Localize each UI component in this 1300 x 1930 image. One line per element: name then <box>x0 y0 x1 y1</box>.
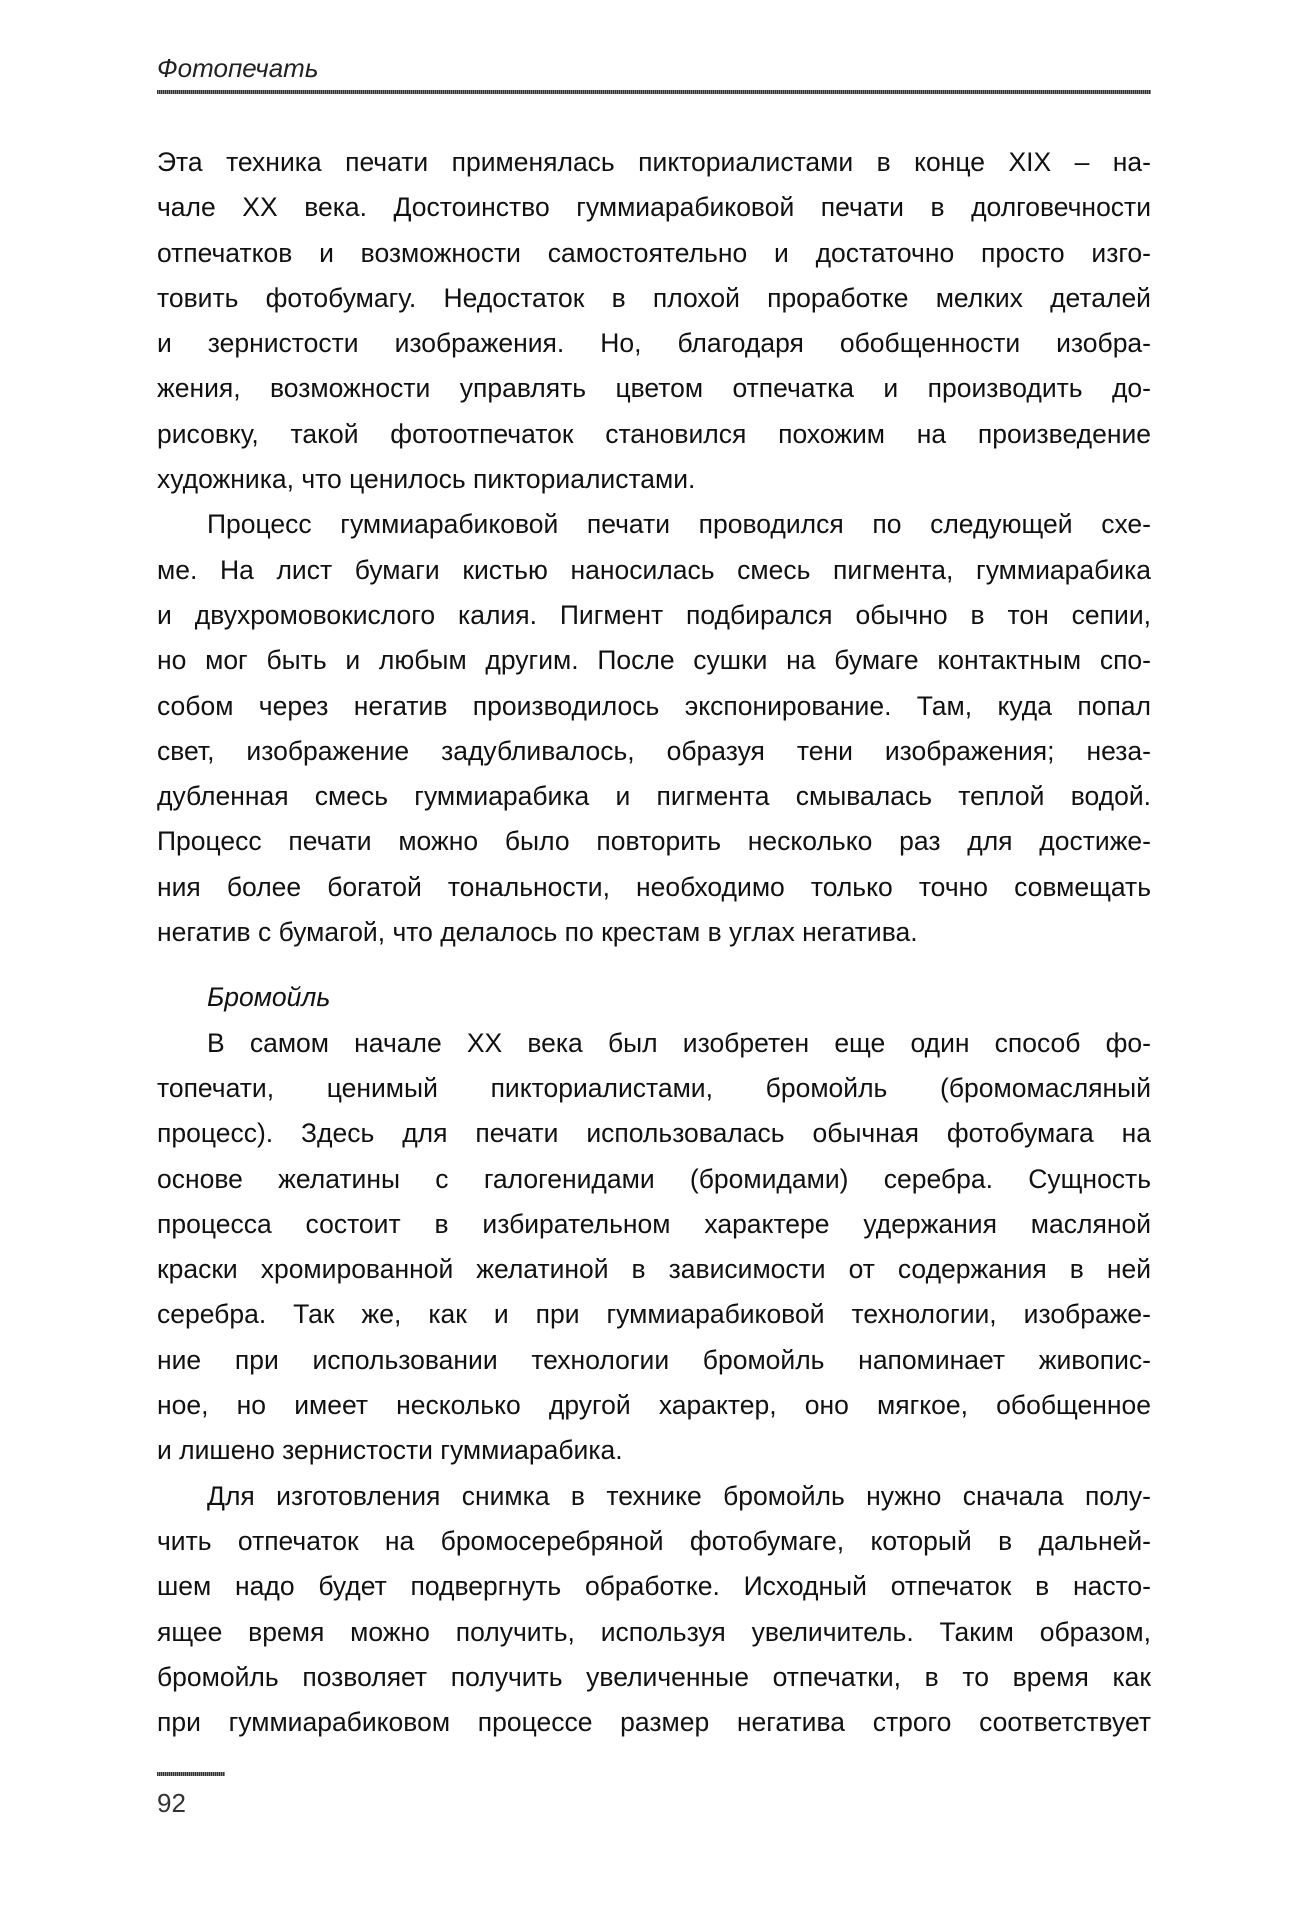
text-line: Эта техника печати применялась пикториалистами в конце XIX – на- <box>157 147 1151 177</box>
text-line: при гуммиарабиковом процессе размер негатива строго соответствует <box>157 1707 1151 1738</box>
running-head: Фотопечать <box>157 53 319 83</box>
paragraph-2 <box>157 502 1151 955</box>
text-line: Процесс печати можно было повторить несколько раз для достиже- <box>157 826 1151 857</box>
text-line: В самом начале XX века был изобретен еще один способ фо- <box>207 1027 1151 1058</box>
text-line: чале XX века. Достоинство гуммиарабиковой печати в долговечности <box>157 192 1151 223</box>
page-number: 92 <box>157 1788 186 1818</box>
text-line: топечати, ценимый пикториалистами, бромойль (бромомасляный <box>157 1072 1151 1103</box>
text-line: ния более богатой тональности, необходимо только точно совмещать <box>157 871 1151 902</box>
text-line: и двухромовокислого калия. Пигмент подбирался обычно в тон сепии, <box>157 599 1151 630</box>
header-rule <box>157 90 1151 94</box>
text-line: шем надо будет подвергнуть обработке. Исходный отпечаток в насто- <box>157 1571 1151 1602</box>
text-line: ние при использовании технологии бромойль напоминает живопис- <box>157 1344 1151 1375</box>
text-line: рисовку, такой фотоотпечаток становился похожим на произведение <box>157 418 1151 449</box>
text-line: ме. На лист бумаги кистью наносилась смесь пигмента, гуммиарабика <box>157 554 1151 585</box>
text-line: товить фотобумагу. Недостаток в плохой проработке мелких деталей <box>157 282 1151 313</box>
text-line: процесс). Здесь для печати использовалась обычная фотобумага на <box>157 1118 1151 1149</box>
body-text <box>157 140 1151 1745</box>
paragraph-1 <box>157 140 1151 502</box>
text-line: негатив с бумагой, что делалось по крестам в углах негатива. <box>157 917 918 948</box>
section-heading: Бромойль <box>207 982 331 1013</box>
text-line: жения, возможности управлять цветом отпечатка и производить до- <box>157 373 1151 404</box>
text-line: дубленная смесь гуммиарабика и пигмента смывалась теплой водой. <box>157 781 1151 812</box>
text-line: процесса состоит в избирательном характере удержания масляной <box>157 1208 1151 1239</box>
paragraph-4 <box>157 1474 1151 1746</box>
text-line: собом через негатив производилось экспонирование. Там, куда попал <box>157 690 1151 721</box>
text-line: бромойль позволяет получить увеличенные отпечатки, в то время как <box>157 1661 1151 1692</box>
text-line: ящее время можно получить, используя увеличитель. Таким образом, <box>157 1616 1151 1647</box>
footer-rule <box>157 1772 225 1776</box>
paragraph-3 <box>157 1021 1151 1474</box>
text-line: свет, изображение задубливалось, образуя тени изображения; неза- <box>157 735 1151 766</box>
text-line: основе желатины с галогенидами (бромидами) серебра. Сущность <box>157 1163 1151 1194</box>
text-line: Для изготовления снимка в технике бромойль нужно сначала полу- <box>207 1480 1151 1511</box>
text-line: серебра. Так же, как и при гуммиарабиковой технологии, изображе- <box>157 1299 1151 1330</box>
text-line: краски хромированной желатиной в зависимости от содержания в ней <box>157 1254 1151 1285</box>
text-line: ное, но имеет несколько другой характер, оно мягкое, обобщенное <box>157 1390 1151 1421</box>
text-line: чить отпечаток на бромосеребряной фотобумаге, который в дальней- <box>157 1525 1151 1556</box>
text-line: художника, что ценилось пикториалистами. <box>157 464 696 495</box>
text-line: но мог быть и любым другим. После сушки на бумаге контактным спо- <box>157 645 1151 676</box>
text-line: Процесс гуммиарабиковой печати проводился по следующей схе- <box>207 509 1151 540</box>
text-line: и зернистости изображения. Но, благодаря обобщенности изобра- <box>157 328 1151 359</box>
section-spacer <box>157 955 1151 975</box>
text-line: отпечатков и возможности самостоятельно и достаточно просто изго- <box>157 237 1151 268</box>
text-line: и лишено зернистости гуммиарабика. <box>157 1435 623 1466</box>
